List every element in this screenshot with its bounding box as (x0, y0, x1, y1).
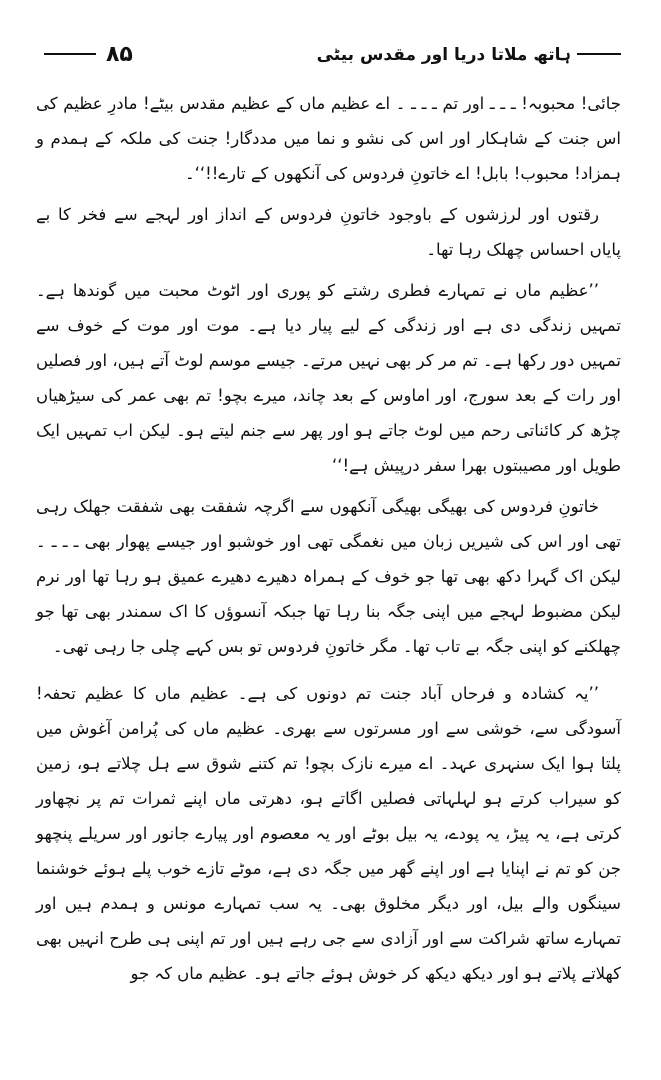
page-number: ۸۵ (106, 41, 133, 67)
body-text (36, 86, 621, 997)
paragraph-4: خاتونِ فردوس کی بھیگی بھیگی آنکھوں سے اگرچہ شفقت بھی شفقت جھلک رہی تھی اور اس کی شیریں زبان میں نغمگی تھی اور خوشبو اور جیسے پھوار بھی ـ ـ ـ ۔ لیکن اک گہرا دکھ بھی تھا جو خوف کے ہمراہ دھیرے دھیرے عمیق ہو رہا تھا اور نرم لیکن مضبوط لہجے میں اپنی جگہ بنا رہا تھا جبکہ آنسوؤں کا اک سمندر بھی تھا جو چھلکنے کو اپنی جگہ بے تاب تھا۔ مگر خاتونِ فردوس تو بس کہے چلی جا رہی تھی۔ (36, 497, 621, 656)
paragraph-5: ’’یہ کشادہ و فرحاں آباد جنت تم دونوں کی ہے۔ عظیم ماں کا عظیم تحفہ! آسودگی سے، خوشی سے اور مسرتوں سے بھری۔ عظیم ماں کی پُرامن آغوش میں پلتا ہوا ایک سنہری عہد۔ اے میرے نازک بچو! تم کتنے شوق سے ہل چلاتے ہو، زمین کو سیراب کرتے ہو لہلہاتی فصلیں اگاتے ہو، دھرتی ماں اپنے ثمرات تم پر نچھاور کرتی ہے، یہ پیڑ، یہ پودے، یہ بیل بوٹے اور یہ معصوم اور پیارے جانور اور سریلے پنچھو جن کو تم نے اپنایا ہے اور اپنے گھر میں جگہ دی ہے، موٹے تازے خوب پلے ہوئے خوشنما سینگوں والے بیل، اور دیگر مخلوق بھی۔ یہ سب تمہارے مونس و ہمدم ہیں اور تمہارے ساتھ شراکت سے اور آزادی سے جی رہے ہیں اور تم اپنی ہی طرح انہیں بھی کھلاتے پلاتے ہو اور دیکھ دیکھ کر خوش ہوئے جاتے ہو۔ عظیم ماں کہ جو (36, 684, 621, 983)
header-rule-left (44, 53, 96, 55)
header-rule-right (577, 53, 621, 55)
running-title-group (317, 44, 621, 65)
page-number-group (44, 42, 133, 67)
paragraph-2: رقتوں اور لرزشوں کے باوجود خاتونِ فردوس کے انداز اور لہجے سے فخر کا بے پایاں احساس چھلک رہا تھا۔ (36, 205, 621, 259)
running-title: ہاتھ ملاتا دریا اور مقدس بیٹی (316, 44, 571, 65)
paragraph-3: ’’عظیم ماں نے تمہارے فطری رشتے کو پوری اور اٹوٹ محبت میں گوندھا ہے۔ تمہیں زندگی دی ہے اور زندگی کے لیے پیار دیا ہے۔ موت اور موت کے خوف سے تمہیں دور رکھا ہے۔ تم مر کر بھی نہیں مرتے۔ جیسے موسم لوٹ آتے ہیں، اور فصلیں اور رات کے بعد سورج، اور اماوس کے بعد چاند، میرے بچو! تم بھی عمر کی سیڑھیاں چڑھ کر کائناتی رحم میں لوٹ جاتے ہو اور پھر سے جنم لیتے ہو۔ لیکن اب تمہیں ایک طویل اور مصیبتوں بھرا سفر درپیش ہے!‘‘ (36, 281, 621, 475)
page-header (44, 34, 621, 74)
paragraph-1: جائی! محبوبہ! ـ ـ ـ اور تم ـ ـ ـ ۔ اے عظیم ماں کے عظیم مقدس بیٹے! مادرِ عظیم کی اس جنت کے شاہکار اور اس کی نشو و نما میں مددگار! جنت کی ملکہ کے ہمدم و ہمزاد! محبوب! بابل! اے خاتونِ فردوس کی آنکھوں کے تارے!!‘‘۔ (36, 94, 621, 183)
